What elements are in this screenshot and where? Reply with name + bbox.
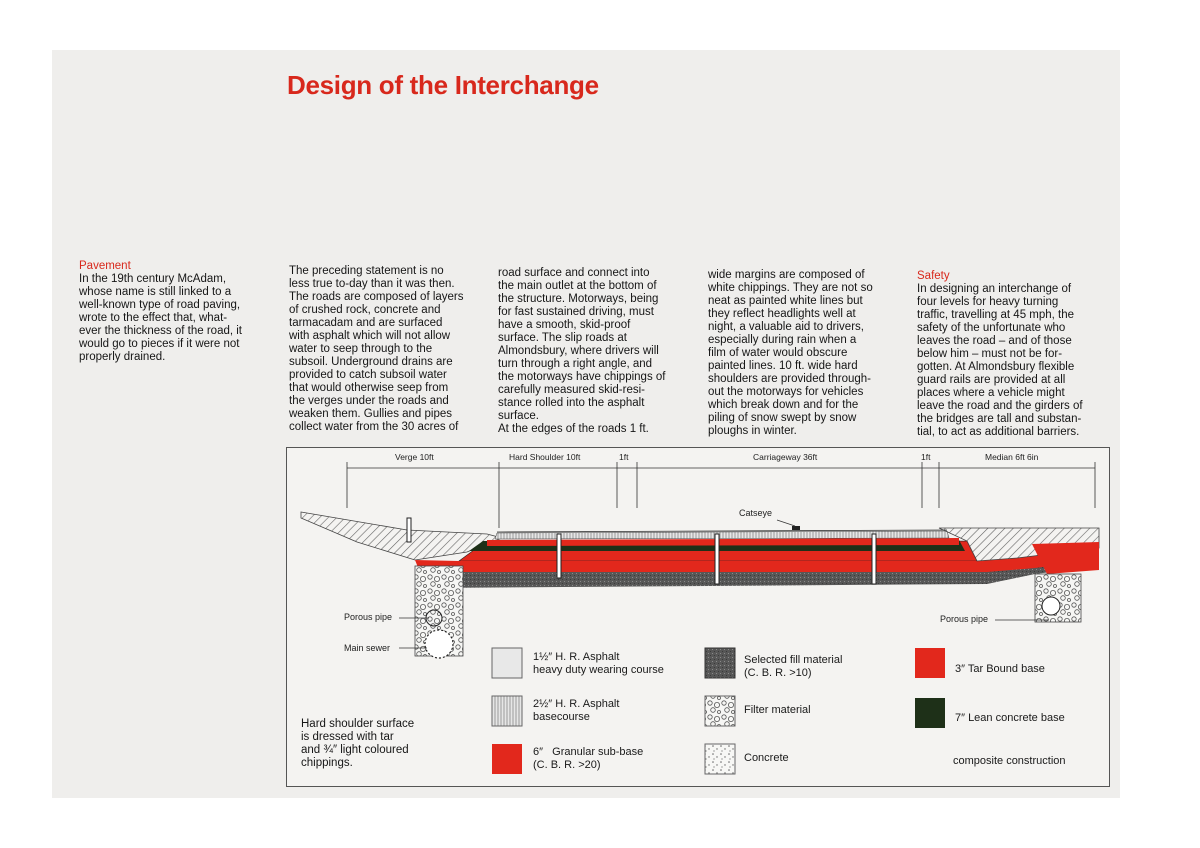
dim-one-ft-b: 1ft xyxy=(921,452,931,462)
text-line: film of water would obscure xyxy=(708,347,848,359)
text-line: surface. The slip roads at xyxy=(498,332,627,344)
pavement-text xyxy=(79,273,279,364)
text-line: is dressed with tar xyxy=(301,731,394,743)
text-line: In the 19th century McAdam, xyxy=(79,273,227,285)
dim-one-ft-a: 1ft xyxy=(619,452,629,462)
dim-median: Median 6ft 6in xyxy=(985,452,1039,462)
text-line: of crushed rock, concrete and xyxy=(289,304,441,316)
text-line: The roads are composed of layers xyxy=(289,291,464,303)
dim-carriageway: Carriageway 36ft xyxy=(753,452,818,462)
road-cross-section-diagram xyxy=(286,447,1110,787)
text-line: carefully measured skid-resi- xyxy=(498,384,645,396)
text-line: less true to-day than it was then. xyxy=(289,278,455,290)
dim-hard-shoulder: Hard Shoulder 10ft xyxy=(509,452,581,462)
legend-tar-bound-base: 3″ Tar Bound base xyxy=(955,663,1045,675)
legend-asphalt-base: 2½″ H. R. Asphalt basecourse xyxy=(533,698,620,723)
text-line: painted lines. 10 ft. wide hard xyxy=(708,360,858,372)
text-line: white chippings. They are not so xyxy=(708,282,873,294)
porous-pipe-left-label: Porous pipe xyxy=(344,612,393,622)
column-safety xyxy=(917,270,1117,439)
text-line: wrote to the effect that, what- xyxy=(79,312,228,324)
pavement-heading: Pavement xyxy=(79,260,131,272)
text-line: Almondsbury, where drivers will xyxy=(498,345,659,357)
text-line: Hard shoulder surface xyxy=(301,718,415,730)
text-line: water to seep through to the xyxy=(289,343,433,355)
text-line: neat as painted white lines but xyxy=(708,295,863,307)
text-line: places where a vehicle might xyxy=(917,387,1065,399)
text-line: whose name is still linked to a xyxy=(79,286,232,298)
text-line: traffic, travelling at 45 mph, the xyxy=(917,309,1075,321)
hard-shoulder-note xyxy=(301,718,414,770)
text-line: turn through a right angle, and xyxy=(498,358,653,370)
safety-heading: Safety xyxy=(917,270,950,282)
text-line: would go to pieces if it were not xyxy=(79,338,240,350)
legend-granular-subbase: 6″ Granular sub-base (C. B. R. >20) xyxy=(533,746,644,771)
column-pavement xyxy=(79,260,279,364)
column-3 xyxy=(498,267,698,436)
legend-concrete: Concrete xyxy=(744,752,789,764)
legend-filter-material: Filter material xyxy=(744,704,811,716)
legend-selected-fill: Selected fill material (C. B. R. >10) xyxy=(744,654,843,679)
text-line: that would otherwise seep from xyxy=(289,382,449,394)
text-line: gotten. At Almondsbury flexible xyxy=(917,361,1075,373)
catseye-label: Catseye xyxy=(739,508,773,518)
text-line: safety of the unfortunate who xyxy=(917,322,1066,334)
text-line: leave the road and the girders of xyxy=(917,400,1083,412)
text-line: road surface and connect into xyxy=(498,267,650,279)
text-line: ploughs in winter. xyxy=(708,425,797,437)
text-line: surface. xyxy=(498,410,539,422)
text-line: the bridges are tall and substan- xyxy=(917,413,1082,425)
dim-verge: Verge 10ft xyxy=(395,452,434,462)
text-line: At the edges of the roads 1 ft. xyxy=(498,423,649,435)
text-line: stance rolled into the asphalt xyxy=(498,397,645,409)
text-line: ever the thickness of the road, it xyxy=(79,325,243,337)
text-line: chippings. xyxy=(301,757,353,769)
text-line: subsoil. Underground drains are xyxy=(289,356,453,368)
text-line: leaves the road – and of those xyxy=(917,335,1072,347)
text-line: piling of snow swept by snow xyxy=(708,412,857,424)
text-line: shoulders are provided through- xyxy=(708,373,872,385)
text-line: especially during rain when a xyxy=(708,334,857,346)
text-line: the motorways have chippings of xyxy=(498,371,666,383)
text-line: wide margins are composed of xyxy=(708,269,865,281)
text-line: tarmacadam and are surfaced xyxy=(289,317,443,329)
safety-text xyxy=(917,283,1117,439)
text-line: guard rails are provided at all xyxy=(917,374,1066,386)
main-sewer-label: Main sewer xyxy=(344,643,391,653)
column-2-text xyxy=(289,265,489,434)
text-line: four levels for heavy turning xyxy=(917,296,1059,308)
text-line: night, a valuable aid to drivers, xyxy=(708,321,864,333)
text-line: weaken them. Gullies and pipes xyxy=(289,408,453,420)
legend-lean-concrete-base: 7″ Lean concrete base xyxy=(955,712,1065,724)
column-4 xyxy=(708,269,908,438)
text-line: The preceding statement is no xyxy=(289,265,444,277)
text-line: tial, to act as additional barriers. xyxy=(917,426,1080,438)
text-line: the main outlet at the bottom of xyxy=(498,280,657,292)
text-line: out the motorways for vehicles xyxy=(708,386,864,398)
column-3-text xyxy=(498,267,698,436)
text-line: with asphalt which will not allow xyxy=(289,330,451,342)
text-line: the structure. Motorways, being xyxy=(498,293,659,305)
text-line: below him – must not be for- xyxy=(917,348,1063,360)
text-line: the verges under the roads and xyxy=(289,395,449,407)
porous-pipe-right-label: Porous pipe xyxy=(940,614,989,624)
column-2 xyxy=(289,265,489,434)
text-line: well-known type of road paving, xyxy=(79,299,241,311)
text-line: properly drained. xyxy=(79,351,166,363)
text-line: which break down and for the xyxy=(708,399,859,411)
legend-asphalt-wearing: 1½″ H. R. Asphalt heavy duty wearing course xyxy=(533,651,664,676)
text-line: have a smooth, skid-proof xyxy=(498,319,631,331)
text-line: they reflect headlights well at xyxy=(708,308,856,320)
text-line: In designing an interchange of xyxy=(917,283,1072,295)
text-line: and ¾″ light coloured xyxy=(301,744,409,756)
text-line: collect water from the 30 acres of xyxy=(289,421,459,433)
legend-composite-construction: composite construction xyxy=(953,755,1066,767)
column-4-text xyxy=(708,269,908,438)
text-line: provided to catch subsoil water xyxy=(289,369,447,381)
text-line: for fast sustained driving, must xyxy=(498,306,654,318)
page-title: Design of the Interchange xyxy=(287,70,599,100)
